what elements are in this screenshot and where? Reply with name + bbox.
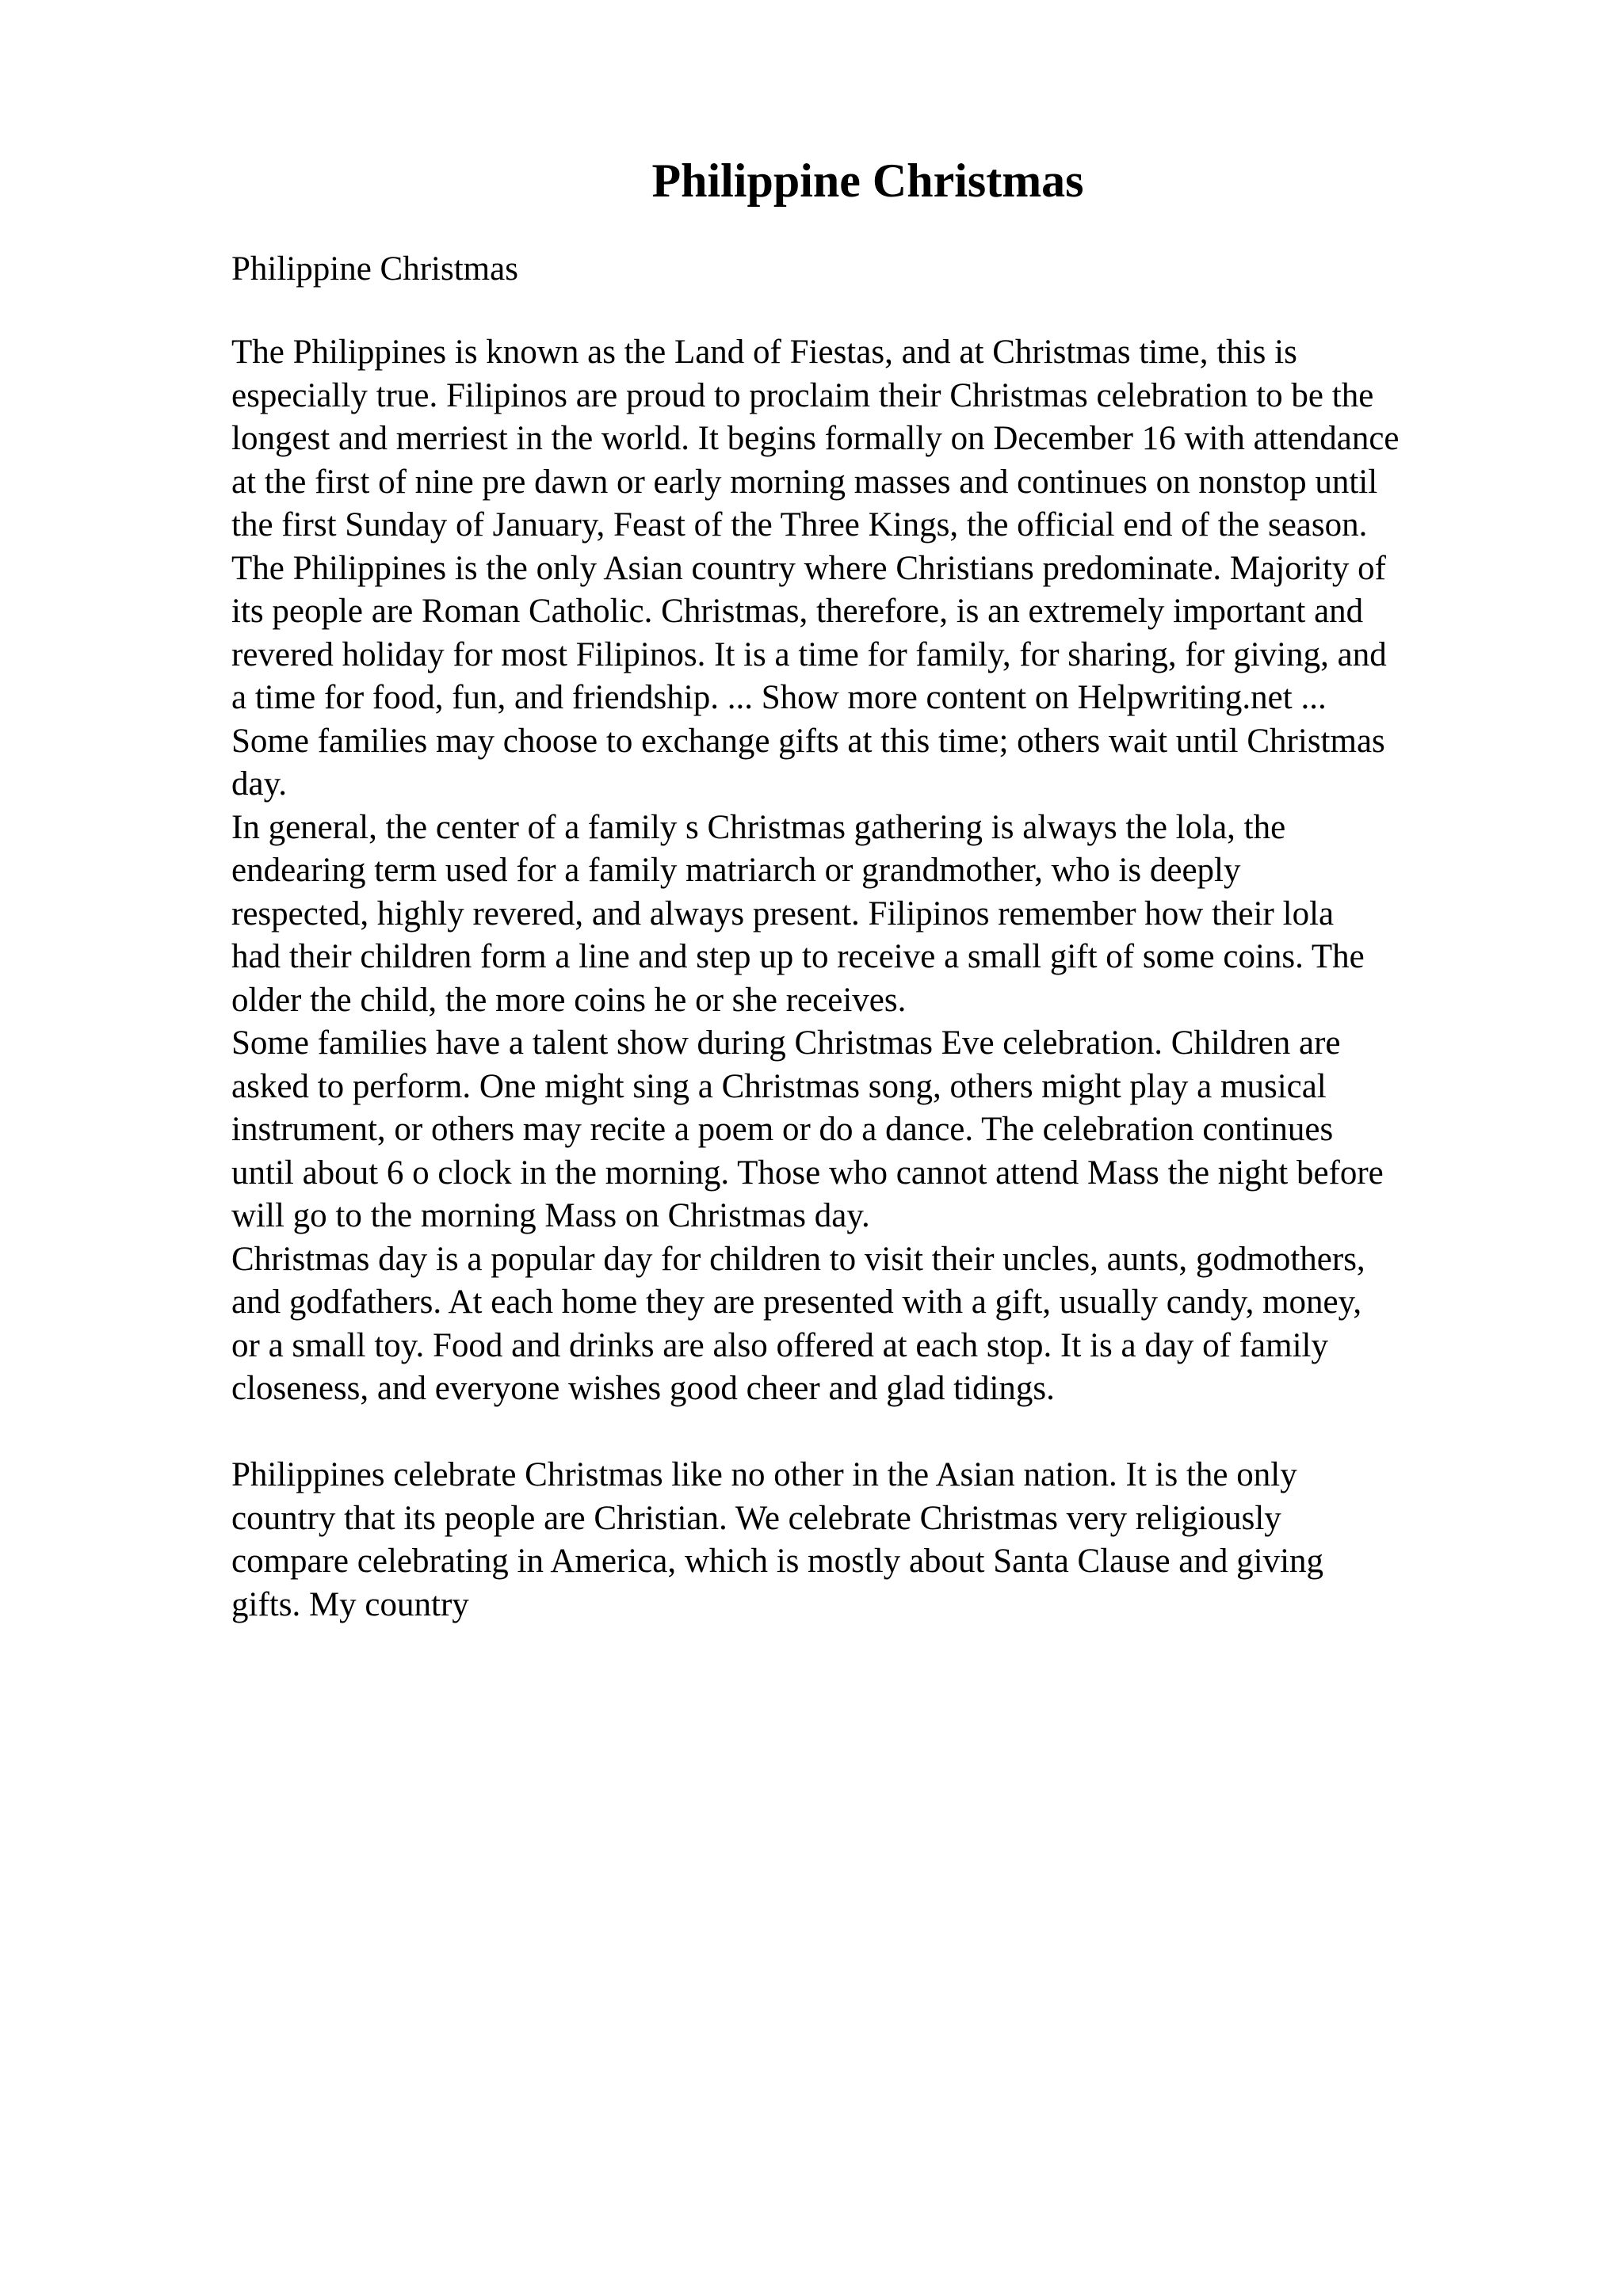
- text-line: gifts. My country: [231, 1585, 469, 1623]
- text-line: closeness, and everyone wishes good cheer and glad tidings.: [231, 1370, 1055, 1407]
- text-line: compare celebrating in America, which is mostly about Santa Clause and giving: [231, 1543, 1324, 1580]
- text-line: and godfathers. At each home they are presented with a gift, usually candy, money,: [231, 1283, 1362, 1321]
- text-line: the first Sunday of January, Feast of the Three Kings, the official end of the season.: [231, 506, 1368, 543]
- text-line: country that its people are Christian. We celebrate Christmas very religiously: [231, 1499, 1281, 1537]
- document-subtitle: Philippine Christmas: [231, 250, 518, 288]
- text-line: older the child, the more coins he or she receives.: [231, 981, 907, 1019]
- text-line: its people are Roman Catholic. Christmas, therefore, is an extremely important and: [231, 593, 1364, 630]
- text-line: The Philippines is the only Asian country where Christians predominate. Majority of: [231, 549, 1386, 587]
- text-line: day.: [231, 765, 288, 803]
- text-line: The Philippines is known as the Land of Fiestas, and at Christmas time, this is: [231, 334, 1297, 371]
- text-line: Some families may choose to exchange gifts at this time; others wait until Christmas: [231, 722, 1385, 760]
- text-line: In general, the center of a family s Christmas gathering is always the lola, the: [231, 808, 1286, 846]
- text-line: Christmas day is a popular day for children to visit their uncles, aunts, godmothers,: [231, 1240, 1365, 1278]
- text-line: asked to perform. One might sing a Christmas song, others might play a musical: [231, 1067, 1327, 1105]
- text-line: respected, highly revered, and always present. Filipinos remember how their lola: [231, 894, 1335, 933]
- text-line: at the first of nine pre dawn or early morning masses and continues on nonstop until: [231, 463, 1378, 501]
- text-line: Some families have a talent show during Christmas Eve celebration. Children are: [231, 1024, 1341, 1062]
- document-body: [231, 331, 1610, 1627]
- text-line: especially true. Filipinos are proud to proclaim their Christmas celebration to be the: [231, 376, 1374, 414]
- text-line: longest and merriest in the world. It begins formally on December 16 with attendance: [231, 420, 1400, 457]
- text-line: Philippines celebrate Christmas like no other in the Asian nation. It is the only: [231, 1456, 1297, 1493]
- text-line: a time for food, fun, and friendship. ... Show more content on Helpwriting.net ...: [231, 679, 1327, 716]
- text-line: had their children form a line and step up to receive a small gift of some coins. The: [231, 938, 1365, 975]
- text-line: instrument, or others may recite a poem or do a dance. The celebration continues: [231, 1111, 1334, 1148]
- text-line: or a small toy. Food and drinks are also offered at each stop. It is a day of family: [231, 1326, 1328, 1364]
- text-line: until about 6 o clock in the morning. Those who cannot attend Mass the night before: [231, 1154, 1384, 1192]
- text-line: will go to the morning Mass on Christmas day.: [231, 1197, 870, 1234]
- text-line: revered holiday for most Filipinos. It is a time for family, for sharing, for giving, and: [231, 635, 1387, 673]
- document-title: Philippine Christmas: [651, 154, 1084, 207]
- paragraph-gap: [231, 1411, 1610, 1455]
- text-line: endearing term used for a family matriarch or grandmother, who is deeply: [231, 852, 1241, 889]
